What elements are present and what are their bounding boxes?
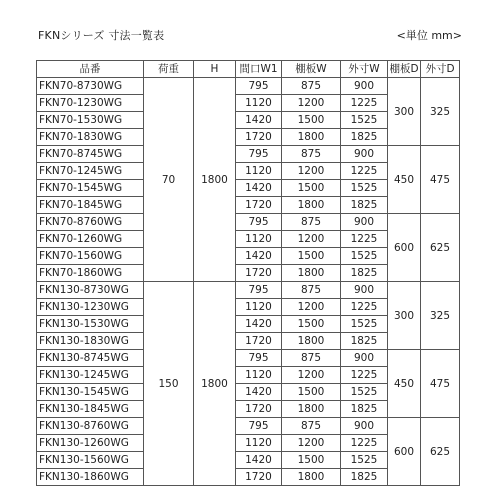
outer-w-cell: 1225 — [341, 95, 388, 112]
model-cell: FKN130-1845WG — [37, 401, 144, 418]
model-cell: FKN130-8745WG — [37, 350, 144, 367]
model-cell: FKN70-1560WG — [37, 248, 144, 265]
shelf-w-cell: 1500 — [282, 452, 341, 469]
col-header-model: 品番 — [37, 61, 144, 78]
shelf-w-cell: 1800 — [282, 129, 341, 146]
model-cell: FKN70-1860WG — [37, 265, 144, 282]
shelf-w-cell: 875 — [282, 78, 341, 95]
height-cell: 1800 — [194, 282, 236, 486]
model-cell: FKN70-8745WG — [37, 146, 144, 163]
model-cell: FKN130-1260WG — [37, 435, 144, 452]
col-header-outer-w: 外寸W — [341, 61, 388, 78]
w1-cell: 795 — [236, 350, 282, 367]
shelf-d-cell: 300 — [388, 78, 421, 146]
outer-w-cell: 1525 — [341, 248, 388, 265]
table-row — [37, 418, 460, 435]
outer-d-cell: 325 — [421, 282, 460, 350]
outer-w-cell: 1225 — [341, 163, 388, 180]
shelf-w-cell: 1500 — [282, 248, 341, 265]
w1-cell: 795 — [236, 282, 282, 299]
outer-w-cell: 900 — [341, 350, 388, 367]
outer-w-cell: 900 — [341, 146, 388, 163]
shelf-d-cell: 600 — [388, 418, 421, 486]
w1-cell: 1420 — [236, 248, 282, 265]
model-cell: FKN130-1530WG — [37, 316, 144, 333]
w1-cell: 795 — [236, 78, 282, 95]
outer-w-cell: 1825 — [341, 265, 388, 282]
w1-cell: 1720 — [236, 129, 282, 146]
outer-w-cell: 1525 — [341, 384, 388, 401]
w1-cell: 795 — [236, 146, 282, 163]
w1-cell: 1120 — [236, 163, 282, 180]
shelf-d-cell: 450 — [388, 146, 421, 214]
height-cell: 1800 — [194, 78, 236, 282]
col-header-load: 荷重 — [144, 61, 194, 78]
w1-cell: 1420 — [236, 452, 282, 469]
col-header-w1: 間口W1 — [236, 61, 282, 78]
table-row — [37, 282, 460, 299]
model-cell: FKN70-1260WG — [37, 231, 144, 248]
table-body — [37, 78, 460, 486]
outer-w-cell: 1825 — [341, 401, 388, 418]
w1-cell: 1420 — [236, 316, 282, 333]
w1-cell: 1720 — [236, 197, 282, 214]
model-cell: FKN70-1230WG — [37, 95, 144, 112]
model-cell: FKN70-1830WG — [37, 129, 144, 146]
col-header-outer-d: 外寸D — [421, 61, 460, 78]
outer-w-cell: 1825 — [341, 333, 388, 350]
outer-w-cell: 900 — [341, 418, 388, 435]
shelf-w-cell: 1500 — [282, 384, 341, 401]
outer-w-cell: 1225 — [341, 231, 388, 248]
shelf-w-cell: 1800 — [282, 197, 341, 214]
model-cell: FKN130-8760WG — [37, 418, 144, 435]
model-cell: FKN70-1545WG — [37, 180, 144, 197]
outer-d-cell: 475 — [421, 146, 460, 214]
w1-cell: 795 — [236, 418, 282, 435]
shelf-w-cell: 1800 — [282, 265, 341, 282]
col-header-shelf-w: 棚板W — [282, 61, 341, 78]
page-title: FKNシリーズ 寸法一覧表 — [38, 29, 165, 42]
shelf-w-cell: 875 — [282, 214, 341, 231]
shelf-w-cell: 1200 — [282, 435, 341, 452]
shelf-d-cell: 300 — [388, 282, 421, 350]
outer-w-cell: 1225 — [341, 367, 388, 384]
outer-w-cell: 1225 — [341, 299, 388, 316]
w1-cell: 1420 — [236, 180, 282, 197]
shelf-w-cell: 1800 — [282, 401, 341, 418]
outer-w-cell: 900 — [341, 282, 388, 299]
outer-d-cell: 325 — [421, 78, 460, 146]
shelf-w-cell: 1200 — [282, 299, 341, 316]
col-header-h: H — [194, 61, 236, 78]
outer-d-cell: 625 — [421, 214, 460, 282]
model-cell: FKN130-1860WG — [37, 469, 144, 486]
dimension-table — [36, 60, 460, 486]
w1-cell: 1120 — [236, 367, 282, 384]
col-header-shelf-d: 棚板D — [388, 61, 421, 78]
shelf-w-cell: 1800 — [282, 469, 341, 486]
w1-cell: 1720 — [236, 401, 282, 418]
outer-w-cell: 1825 — [341, 197, 388, 214]
w1-cell: 1720 — [236, 333, 282, 350]
model-cell: FKN130-8730WG — [37, 282, 144, 299]
shelf-w-cell: 1200 — [282, 231, 341, 248]
model-cell: FKN70-8730WG — [37, 78, 144, 95]
table-row — [37, 214, 460, 231]
header-row — [37, 61, 460, 78]
shelf-w-cell: 1200 — [282, 95, 341, 112]
table-row — [37, 78, 460, 95]
shelf-w-cell: 1800 — [282, 333, 341, 350]
w1-cell: 1120 — [236, 299, 282, 316]
outer-w-cell: 900 — [341, 78, 388, 95]
w1-cell: 1420 — [236, 384, 282, 401]
outer-w-cell: 1225 — [341, 435, 388, 452]
model-cell: FKN130-1830WG — [37, 333, 144, 350]
w1-cell: 1120 — [236, 95, 282, 112]
outer-w-cell: 1525 — [341, 112, 388, 129]
outer-w-cell: 1825 — [341, 469, 388, 486]
w1-cell: 1720 — [236, 265, 282, 282]
shelf-w-cell: 1500 — [282, 112, 341, 129]
outer-w-cell: 900 — [341, 214, 388, 231]
model-cell: FKN70-1245WG — [37, 163, 144, 180]
model-cell: FKN130-1560WG — [37, 452, 144, 469]
unit-label: <単位 mm> — [396, 29, 462, 42]
shelf-w-cell: 1500 — [282, 316, 341, 333]
outer-w-cell: 1525 — [341, 452, 388, 469]
shelf-d-cell: 450 — [388, 350, 421, 418]
table-row — [37, 350, 460, 367]
model-cell: FKN130-1245WG — [37, 367, 144, 384]
shelf-w-cell: 1200 — [282, 163, 341, 180]
model-cell: FKN130-1230WG — [37, 299, 144, 316]
table-row — [37, 146, 460, 163]
model-cell: FKN70-1530WG — [37, 112, 144, 129]
model-cell: FKN70-8760WG — [37, 214, 144, 231]
shelf-w-cell: 875 — [282, 418, 341, 435]
shelf-w-cell: 1200 — [282, 367, 341, 384]
w1-cell: 1720 — [236, 469, 282, 486]
shelf-d-cell: 600 — [388, 214, 421, 282]
w1-cell: 1420 — [236, 112, 282, 129]
outer-d-cell: 475 — [421, 350, 460, 418]
w1-cell: 795 — [236, 214, 282, 231]
model-cell: FKN70-1845WG — [37, 197, 144, 214]
shelf-w-cell: 875 — [282, 350, 341, 367]
outer-w-cell: 1525 — [341, 316, 388, 333]
w1-cell: 1120 — [236, 435, 282, 452]
load-cell: 70 — [144, 78, 194, 282]
outer-w-cell: 1825 — [341, 129, 388, 146]
model-cell: FKN130-1545WG — [37, 384, 144, 401]
outer-w-cell: 1525 — [341, 180, 388, 197]
shelf-w-cell: 1500 — [282, 180, 341, 197]
shelf-w-cell: 875 — [282, 146, 341, 163]
shelf-w-cell: 875 — [282, 282, 341, 299]
w1-cell: 1120 — [236, 231, 282, 248]
outer-d-cell: 625 — [421, 418, 460, 486]
load-cell: 150 — [144, 282, 194, 486]
